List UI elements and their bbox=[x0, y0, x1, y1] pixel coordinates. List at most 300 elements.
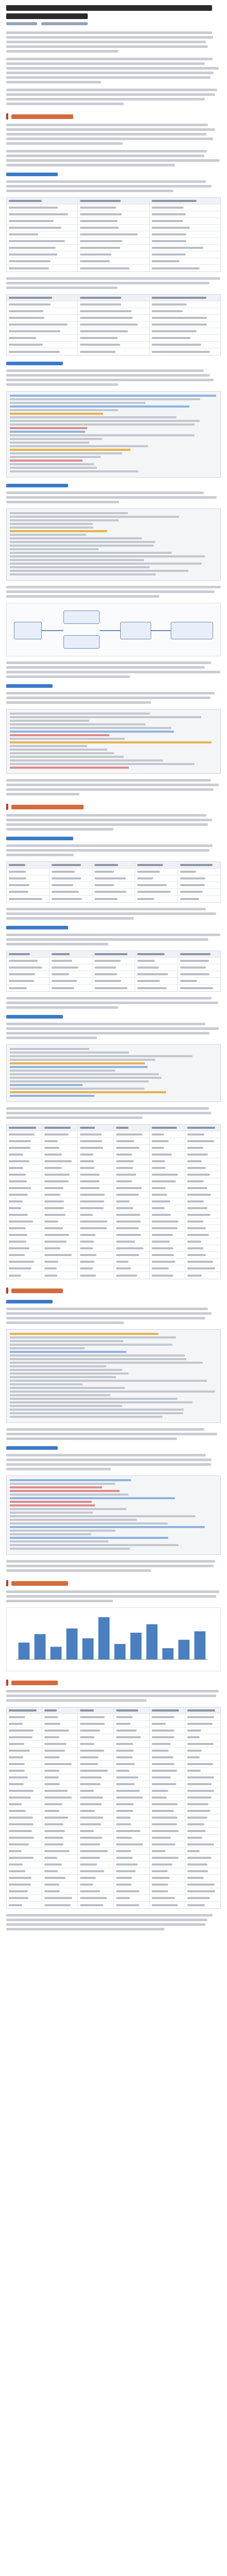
table-cell bbox=[178, 862, 220, 868]
table-cell bbox=[50, 882, 92, 888]
bar-chart bbox=[6, 1607, 221, 1671]
table-cell bbox=[78, 1165, 113, 1171]
table-row bbox=[7, 1835, 220, 1841]
bar-1 bbox=[19, 1642, 30, 1659]
table-cell bbox=[42, 1741, 78, 1747]
table-cell bbox=[78, 1239, 113, 1245]
table-cell bbox=[7, 1272, 42, 1279]
table-cell bbox=[185, 1721, 220, 1727]
table-cell bbox=[78, 1714, 113, 1720]
table-cell bbox=[42, 1815, 78, 1821]
table-cell bbox=[185, 1768, 220, 1774]
table-header-row bbox=[7, 295, 220, 301]
table-cell bbox=[78, 1875, 113, 1881]
table-row bbox=[7, 1218, 220, 1225]
paragraph bbox=[6, 1914, 221, 1930]
table-row bbox=[7, 1821, 220, 1828]
table-row bbox=[7, 251, 220, 258]
table-cell bbox=[185, 1815, 220, 1821]
paragraph bbox=[6, 814, 221, 831]
table-cell bbox=[185, 1259, 220, 1265]
table-cell bbox=[78, 348, 149, 355]
table-row bbox=[7, 1781, 220, 1788]
table-cell bbox=[7, 882, 50, 888]
table-cell bbox=[7, 348, 78, 355]
table-cell bbox=[185, 1205, 220, 1211]
table-cell bbox=[78, 1888, 113, 1894]
table-cell bbox=[135, 964, 178, 971]
table-header-row bbox=[7, 1707, 220, 1714]
table-cell bbox=[150, 1714, 185, 1720]
table-cell bbox=[150, 1781, 185, 1787]
table-cell bbox=[185, 1861, 220, 1868]
paragraph bbox=[6, 58, 221, 83]
table-cell bbox=[114, 1875, 150, 1881]
article-title bbox=[6, 5, 221, 19]
subsection-heading bbox=[6, 484, 221, 487]
table-cell bbox=[185, 1252, 220, 1258]
table-cell bbox=[178, 889, 220, 895]
table-row bbox=[7, 1868, 220, 1875]
table-cell bbox=[7, 315, 78, 321]
table-row bbox=[7, 1272, 220, 1279]
table-row bbox=[7, 1145, 220, 1151]
table-cell bbox=[150, 1151, 185, 1158]
table-cell bbox=[178, 875, 220, 882]
table-cell bbox=[7, 335, 78, 341]
table-cell bbox=[7, 862, 50, 868]
table-row bbox=[7, 315, 220, 321]
table-row bbox=[7, 1734, 220, 1741]
table-cell bbox=[7, 1768, 42, 1774]
table-cell bbox=[7, 1172, 42, 1178]
table-cell bbox=[7, 245, 78, 251]
table-cell bbox=[150, 1245, 185, 1251]
table-cell bbox=[78, 1192, 113, 1198]
table-cell bbox=[78, 1882, 113, 1888]
table-row bbox=[7, 225, 220, 231]
table-row bbox=[7, 265, 220, 272]
table-cell bbox=[185, 1801, 220, 1807]
table-cell bbox=[7, 1232, 42, 1238]
paragraph bbox=[6, 89, 221, 105]
table-cell bbox=[150, 1721, 185, 1727]
table-cell bbox=[150, 1855, 185, 1861]
table-cell bbox=[42, 1259, 78, 1265]
table-cell bbox=[92, 964, 135, 971]
table-row bbox=[7, 348, 220, 355]
table-cell bbox=[178, 971, 220, 977]
diagram-node bbox=[63, 611, 100, 624]
table-cell bbox=[150, 1801, 185, 1807]
table-row bbox=[7, 964, 220, 971]
table-cell bbox=[150, 1895, 185, 1901]
table-cell bbox=[114, 1868, 150, 1874]
table-cell bbox=[114, 1131, 150, 1138]
table-cell bbox=[7, 1192, 42, 1198]
table-cell bbox=[114, 1855, 150, 1861]
table-cell bbox=[185, 1788, 220, 1794]
table-cell bbox=[150, 1774, 185, 1781]
table-cell bbox=[42, 1727, 78, 1734]
table-cell bbox=[150, 1727, 185, 1734]
table-cell bbox=[114, 1245, 150, 1251]
table-cell bbox=[42, 1875, 78, 1881]
paragraph bbox=[6, 180, 221, 192]
section-heading bbox=[6, 1287, 221, 1294]
table-cell bbox=[42, 1808, 78, 1814]
subsection-heading bbox=[6, 362, 221, 365]
table-row bbox=[7, 1848, 220, 1855]
table-row bbox=[7, 1882, 220, 1888]
paragraph bbox=[6, 1690, 221, 1702]
table-cell bbox=[114, 1882, 150, 1888]
table-row bbox=[7, 238, 220, 245]
table-row bbox=[7, 205, 220, 211]
table-cell bbox=[78, 1707, 113, 1714]
table-cell bbox=[114, 1768, 150, 1774]
table-cell bbox=[7, 231, 78, 238]
table-cell bbox=[114, 1225, 150, 1231]
table-cell bbox=[114, 1272, 150, 1279]
table-cell bbox=[150, 205, 220, 211]
table-cell bbox=[7, 301, 78, 308]
table-row bbox=[7, 1808, 220, 1815]
table-cell bbox=[135, 978, 178, 984]
table-cell bbox=[150, 1125, 185, 1131]
table-cell bbox=[42, 1774, 78, 1781]
paragraph bbox=[6, 1590, 221, 1602]
table-cell bbox=[135, 971, 178, 977]
table-cell bbox=[150, 1138, 185, 1144]
table-cell bbox=[92, 895, 135, 902]
table-cell bbox=[42, 1868, 78, 1874]
table-cell bbox=[78, 231, 149, 238]
table-cell bbox=[42, 1801, 78, 1807]
table-cell bbox=[178, 882, 220, 888]
table-cell bbox=[7, 1131, 42, 1138]
section-heading bbox=[6, 1680, 221, 1686]
table-row bbox=[7, 1841, 220, 1848]
table-row bbox=[7, 1198, 220, 1205]
table-cell bbox=[92, 875, 135, 882]
table-cell bbox=[42, 1855, 78, 1861]
table-cell bbox=[150, 295, 220, 301]
table-cell bbox=[78, 1768, 113, 1774]
table-cell bbox=[42, 1861, 78, 1868]
table-row bbox=[7, 1185, 220, 1192]
table-cell bbox=[150, 225, 220, 231]
table-cell bbox=[185, 1138, 220, 1144]
table-cell bbox=[78, 1781, 113, 1787]
table-row bbox=[7, 308, 220, 315]
table-cell bbox=[135, 895, 178, 902]
table-cell bbox=[7, 251, 78, 258]
event-table-1 bbox=[6, 197, 221, 272]
table-cell bbox=[50, 875, 92, 882]
table-cell bbox=[50, 862, 92, 868]
bar-6 bbox=[99, 1617, 110, 1659]
table-cell bbox=[42, 1225, 78, 1231]
table-cell bbox=[178, 964, 220, 971]
table-row bbox=[7, 1212, 220, 1218]
table-cell bbox=[78, 1808, 113, 1814]
table-row bbox=[7, 1239, 220, 1245]
table-cell bbox=[7, 321, 78, 328]
table-cell bbox=[150, 1158, 185, 1164]
table-cell bbox=[185, 1178, 220, 1184]
table-cell bbox=[42, 1902, 78, 1908]
table-cell bbox=[78, 1741, 113, 1747]
table-cell bbox=[114, 1748, 150, 1754]
table-cell bbox=[7, 1707, 42, 1714]
subsection-heading bbox=[6, 1300, 221, 1303]
table-cell bbox=[7, 1868, 42, 1874]
table-cell bbox=[7, 1721, 42, 1727]
table-row bbox=[7, 1855, 220, 1861]
table-cell bbox=[185, 1151, 220, 1158]
table-cell bbox=[150, 1835, 185, 1841]
table-cell bbox=[78, 1151, 113, 1158]
table-cell bbox=[150, 1185, 185, 1191]
table-row bbox=[7, 1888, 220, 1895]
table-cell bbox=[185, 1741, 220, 1747]
table-cell bbox=[78, 218, 149, 224]
table-cell bbox=[114, 1741, 150, 1747]
table-cell bbox=[185, 1714, 220, 1720]
subsection-heading bbox=[6, 173, 221, 176]
table-cell bbox=[78, 1138, 113, 1144]
table-cell bbox=[114, 1734, 150, 1740]
table-cell bbox=[78, 1259, 113, 1265]
log-screenshot-1 bbox=[6, 391, 221, 478]
table-cell bbox=[150, 1841, 185, 1848]
table-cell bbox=[42, 1125, 78, 1131]
table-row bbox=[7, 1727, 220, 1734]
table-cell bbox=[150, 1882, 185, 1888]
table-cell bbox=[7, 978, 50, 984]
table-row bbox=[7, 1252, 220, 1259]
table-cell bbox=[7, 1151, 42, 1158]
table-cell bbox=[7, 1734, 42, 1740]
table-row bbox=[7, 985, 220, 991]
table-row bbox=[7, 1265, 220, 1272]
table-cell bbox=[7, 1205, 42, 1211]
table-cell bbox=[78, 1205, 113, 1211]
table-cell bbox=[42, 1828, 78, 1834]
subsection-heading bbox=[6, 1015, 221, 1019]
diagram-arrow bbox=[151, 630, 171, 631]
table-row bbox=[7, 978, 220, 985]
table-cell bbox=[50, 964, 92, 971]
table-cell bbox=[150, 308, 220, 314]
table-cell bbox=[185, 1835, 220, 1841]
table-cell bbox=[42, 1841, 78, 1848]
table-cell bbox=[78, 1774, 113, 1781]
table-cell bbox=[114, 1172, 150, 1178]
table-cell bbox=[78, 258, 149, 264]
table-cell bbox=[150, 1265, 185, 1272]
table-cell bbox=[42, 1835, 78, 1841]
table-cell bbox=[150, 1868, 185, 1874]
table-cell bbox=[78, 1218, 113, 1225]
table-cell bbox=[7, 225, 78, 231]
table-cell bbox=[78, 1801, 113, 1807]
table-cell bbox=[150, 231, 220, 238]
table-row bbox=[7, 1192, 220, 1198]
table-row bbox=[7, 1748, 220, 1754]
table-cell bbox=[150, 251, 220, 258]
table-cell bbox=[7, 265, 78, 272]
table-cell bbox=[150, 1748, 185, 1754]
table-cell bbox=[150, 335, 220, 341]
log-screenshot-2 bbox=[6, 509, 221, 581]
table-cell bbox=[7, 1212, 42, 1218]
table-cell bbox=[7, 198, 78, 204]
table-header-row bbox=[7, 951, 220, 958]
table-row bbox=[7, 1788, 220, 1794]
table-cell bbox=[114, 1138, 150, 1144]
paragraph bbox=[6, 662, 221, 678]
paragraph bbox=[6, 934, 221, 945]
table-cell bbox=[78, 1125, 113, 1131]
table-cell bbox=[50, 889, 92, 895]
table-cell bbox=[42, 1165, 78, 1171]
table-cell bbox=[185, 1239, 220, 1245]
table-cell bbox=[150, 1172, 185, 1178]
table-cell bbox=[114, 1835, 150, 1841]
table-cell bbox=[42, 1205, 78, 1211]
table-cell bbox=[78, 1178, 113, 1184]
table-cell bbox=[150, 1875, 185, 1881]
table-cell bbox=[78, 1245, 113, 1251]
table-cell bbox=[50, 978, 92, 984]
flow-diagram bbox=[6, 603, 221, 656]
table-cell bbox=[78, 1272, 113, 1279]
table-cell bbox=[7, 1808, 42, 1814]
table-cell bbox=[185, 1225, 220, 1231]
table-row bbox=[7, 231, 220, 238]
table-cell bbox=[150, 1212, 185, 1218]
section-heading bbox=[6, 804, 221, 810]
table-cell bbox=[185, 1828, 220, 1834]
table-cell bbox=[185, 1145, 220, 1151]
intro-paragraph bbox=[6, 31, 221, 53]
table-cell bbox=[7, 1761, 42, 1767]
table-cell bbox=[7, 1748, 42, 1754]
table-cell bbox=[178, 958, 220, 964]
table-cell bbox=[7, 1895, 42, 1901]
table-cell bbox=[185, 1172, 220, 1178]
table-cell bbox=[42, 1138, 78, 1144]
table-cell bbox=[92, 862, 135, 868]
table-cell bbox=[150, 1239, 185, 1245]
table-cell bbox=[114, 1774, 150, 1781]
table-cell bbox=[7, 1185, 42, 1191]
table-cell bbox=[7, 1821, 42, 1827]
table-cell bbox=[150, 1741, 185, 1747]
log-screenshot-3 bbox=[6, 709, 221, 774]
table-cell bbox=[7, 1138, 42, 1144]
table-cell bbox=[7, 1855, 42, 1861]
bar-10 bbox=[163, 1648, 174, 1659]
table-cell bbox=[78, 1721, 113, 1727]
table-cell bbox=[150, 1218, 185, 1225]
bar-8 bbox=[131, 1633, 142, 1659]
table-cell bbox=[78, 1232, 113, 1238]
table-cell bbox=[185, 1774, 220, 1781]
table-cell bbox=[185, 1882, 220, 1888]
table-row bbox=[7, 1861, 220, 1868]
table-cell bbox=[150, 211, 220, 217]
table-cell bbox=[150, 1861, 185, 1868]
table-cell bbox=[185, 1848, 220, 1854]
table-row bbox=[7, 1138, 220, 1145]
bar-4 bbox=[67, 1629, 78, 1659]
table-cell bbox=[42, 1185, 78, 1191]
table-row bbox=[7, 1774, 220, 1781]
table-cell bbox=[150, 1761, 185, 1767]
table-cell bbox=[78, 1861, 113, 1868]
table-cell bbox=[7, 1727, 42, 1734]
table-row bbox=[7, 1902, 220, 1908]
log-screenshot-6 bbox=[6, 1476, 221, 1555]
table-cell bbox=[150, 1272, 185, 1279]
table-cell bbox=[150, 342, 220, 348]
table-cell bbox=[7, 1781, 42, 1787]
table-cell bbox=[42, 1754, 78, 1760]
table-cell bbox=[42, 1158, 78, 1164]
table-cell bbox=[114, 1794, 150, 1801]
table-cell bbox=[150, 1794, 185, 1801]
table-cell bbox=[114, 1252, 150, 1258]
table-cell bbox=[92, 951, 135, 957]
table-cell bbox=[78, 1727, 113, 1734]
table-cell bbox=[185, 1875, 220, 1881]
table-cell bbox=[92, 958, 135, 964]
table-cell bbox=[7, 875, 50, 882]
table-cell bbox=[7, 1158, 42, 1164]
table-row bbox=[7, 1794, 220, 1801]
table-cell bbox=[42, 1178, 78, 1184]
table-cell bbox=[185, 1821, 220, 1827]
table-cell bbox=[7, 295, 78, 301]
table-cell bbox=[150, 1707, 185, 1714]
diagram-node bbox=[14, 622, 42, 639]
table-cell bbox=[7, 1902, 42, 1908]
table-cell bbox=[185, 1212, 220, 1218]
table-cell bbox=[42, 1212, 78, 1218]
table-cell bbox=[135, 882, 178, 888]
table-cell bbox=[42, 1707, 78, 1714]
paragraph bbox=[6, 908, 221, 920]
paragraph bbox=[6, 779, 221, 795]
table-row bbox=[7, 958, 220, 964]
table-row bbox=[7, 328, 220, 335]
table-cell bbox=[185, 1855, 220, 1861]
table-cell bbox=[42, 1198, 78, 1205]
table-cell bbox=[150, 1165, 185, 1171]
table-row bbox=[7, 335, 220, 342]
table-cell bbox=[42, 1895, 78, 1901]
paragraph bbox=[6, 124, 221, 145]
table-cell bbox=[135, 958, 178, 964]
diagram-arrow bbox=[100, 630, 120, 631]
table-cell bbox=[185, 1895, 220, 1901]
table-row bbox=[7, 1741, 220, 1748]
table-cell bbox=[114, 1888, 150, 1894]
table-cell bbox=[150, 1848, 185, 1854]
